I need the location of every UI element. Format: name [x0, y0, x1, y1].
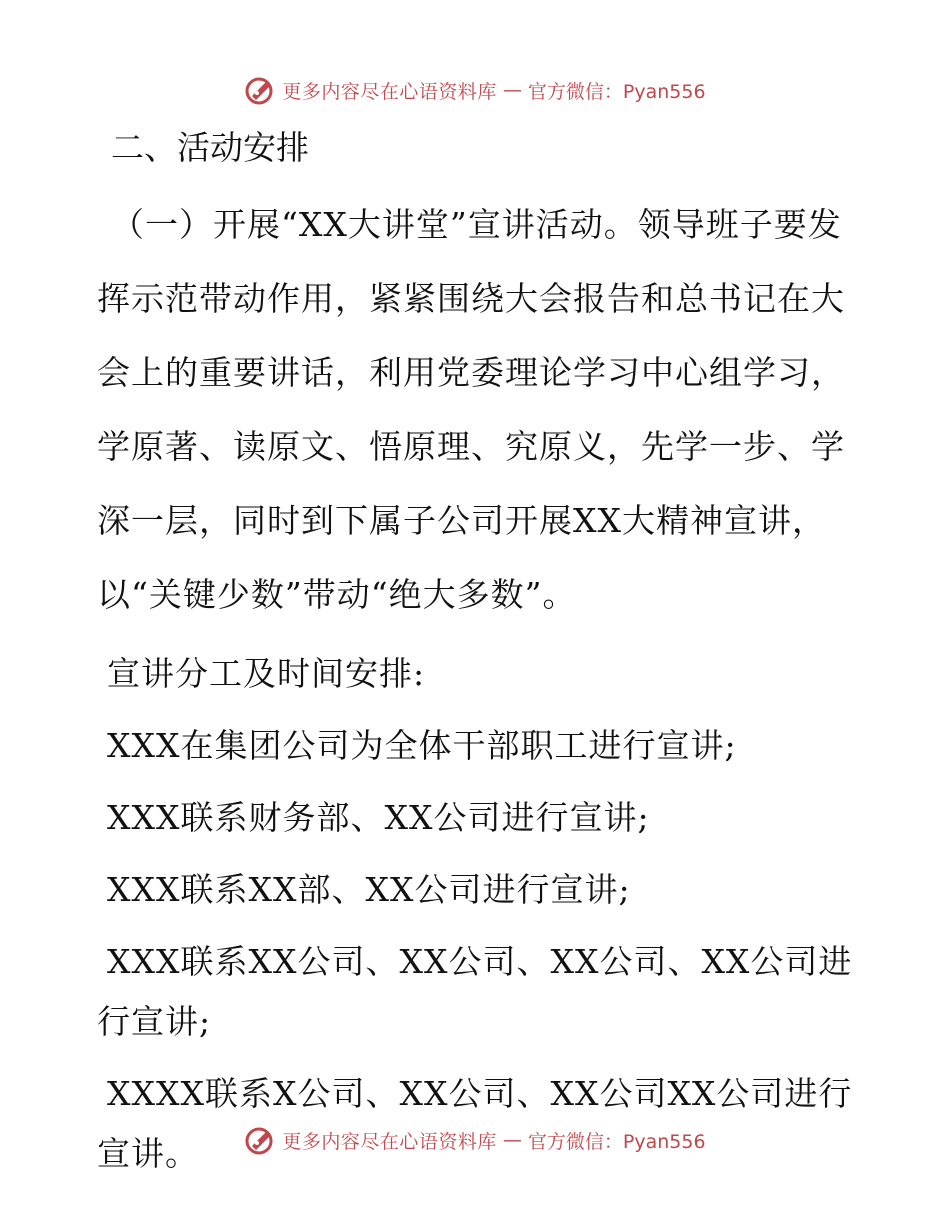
- schedule-item-3: XXX联系XX部、XX公司进行宣讲;: [107, 870, 631, 909]
- schedule-item-2: XXX联系财务部、XX公司进行宣讲;: [107, 798, 650, 837]
- schedule-item-5: XXXX联系X公司、XX公司、XX公司XX公司进行宣讲。: [97, 1074, 853, 1173]
- watermark-separator: —: [502, 79, 522, 101]
- pen-nib-logo-icon: [244, 74, 276, 106]
- watermark-header: [0, 70, 950, 110]
- watermark-main-text: 更多内容尽在心语资料库: [282, 80, 497, 103]
- watermark-footer: [0, 1120, 950, 1160]
- pen-nib-logo-icon: [244, 1124, 276, 1156]
- watermark-wechat-text: 官方微信：Pyan556: [527, 1130, 706, 1153]
- watermark-separator: —: [502, 1129, 522, 1151]
- watermark-wechat-text: 官方微信：Pyan556: [527, 80, 706, 103]
- schedule-item-4: XXX联系XX公司、XX公司、XX公司、XX公司进行宣讲;: [97, 942, 853, 1041]
- schedule-title: 宣讲分工及时间安排:: [107, 654, 426, 693]
- watermark-main-text: 更多内容尽在心语资料库: [282, 1130, 497, 1153]
- paragraph-lecture-hall: （一）开展“XX大讲堂”宣讲活动。领导班子要发挥示范带动作用，紧紧围绕大会报告和总书记在大会上的重要讲话，利用党委理论学习中心组学习，学原著、读原文、悟原理、究原义，先学一步、学深一层，同时到下属子公司开展XX大精神宣讲，以“关键少数”带动“绝大多数”。: [97, 205, 845, 614]
- document-body: [97, 118, 857, 1184]
- schedule-item-1: XXX在集团公司为全体干部职工进行宣讲;: [107, 726, 737, 765]
- section-heading: 二、活动安排: [111, 128, 309, 167]
